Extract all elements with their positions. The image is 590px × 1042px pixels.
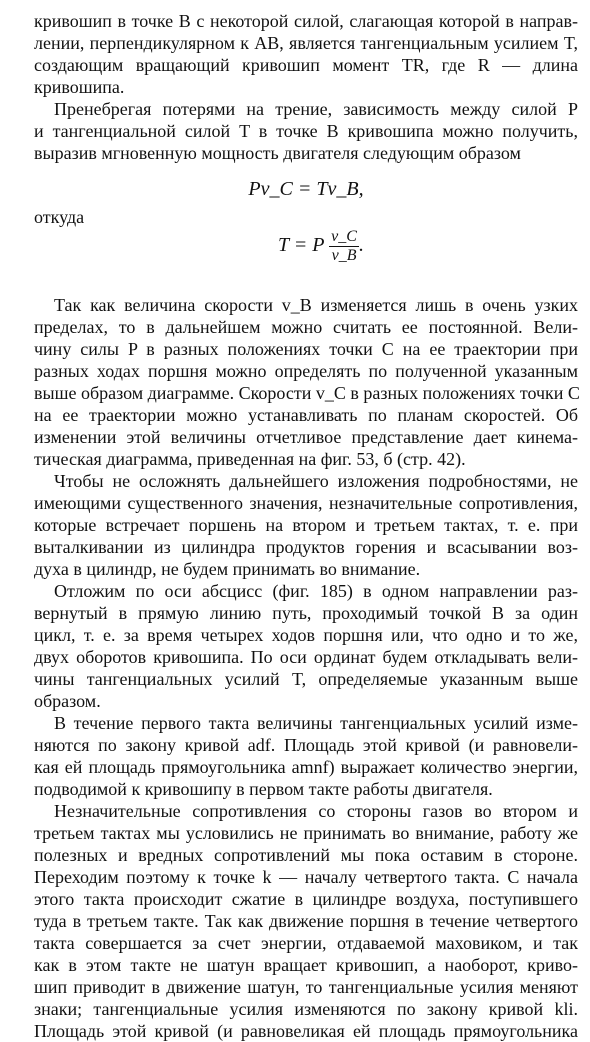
- text-line: этого такта происходит сжатие в цилиндре воздуха, поступившего: [34, 889, 578, 909]
- formula-fraction: [329, 228, 359, 265]
- formula-lhs: T = P: [278, 234, 325, 257]
- formula-tangential: [34, 228, 578, 284]
- text-line: подводимой к кривошипу в первом такте работы двигателя.: [34, 779, 493, 799]
- text-line: полезных и вредных сопротивлений мы пока оставим в стороне.: [34, 845, 578, 865]
- book-page: [34, 10, 578, 1042]
- text-line: В течение первого такта величины тангенциальных усилий изме-: [54, 713, 578, 733]
- paragraph-first-stroke: [34, 712, 578, 800]
- text-line: тическая диаграмма, приведенная на фиг. 53, б (стр. 42).: [34, 449, 466, 469]
- paragraph-friction: [34, 98, 578, 164]
- text-line: туда в третьем такте. Так как движение поршня в течение четвертого: [34, 911, 578, 931]
- text-line: третьем тактах мы условились не принимать во внимание, работу же: [34, 823, 578, 843]
- text-line: кая ей площадь прямоугольника amnf) выражает количество энергии,: [34, 757, 578, 777]
- text-line: которые встречает поршень на втором и третьем тактах, т. е. при: [34, 515, 578, 535]
- text-line: духа в цилиндр, не будем принимать во внимание.: [34, 559, 421, 579]
- text-line: кривошипа.: [34, 77, 125, 97]
- paragraph-speed: [34, 294, 578, 470]
- fraction-numerator: v_C: [331, 228, 357, 245]
- text-line: такта совершается за счет энергии, отдаваемой маховиком, и так: [34, 933, 578, 953]
- text-line: выталкивании из цилиндра продуктов горения и всасывании воз-: [34, 537, 578, 557]
- paragraph-intro: [34, 10, 578, 98]
- text-line: шип приводит в движение шатун, то тангенциальные усилия меняют: [34, 977, 578, 997]
- formula-power: Pv_C = Tv_B,: [248, 178, 364, 200]
- text-line: Площадь этой кривой (и равновеликая ей площадь прямоугольника: [34, 1021, 578, 1041]
- text-line: изменении этой величины отчетливое представление дает кинема-: [34, 427, 578, 447]
- paragraph-abscissa: [34, 580, 578, 712]
- text-line: вернутый в прямую линию путь, проходимый точкой B за один: [34, 603, 578, 623]
- text-line: Чтобы не осложнять дальнейшего изложения подробностями, не: [54, 471, 578, 491]
- fraction-denominator: v_B: [331, 247, 357, 264]
- text-line: выразив мгновенную мощность двигателя следующим образом: [34, 143, 521, 163]
- paragraph-simplify: [34, 470, 578, 580]
- text-line: и тангенциальной силой T в точке B кривошипа можно получить,: [34, 121, 578, 141]
- formula-tail: .: [358, 234, 364, 257]
- text-line: выше образом диаграмме. Скорости v_C в разных положениях точки C: [34, 383, 580, 403]
- text-line: пределах, то в дальнейшем можно считать ее постоянной. Вели-: [34, 317, 578, 337]
- text-line: чину силы P в разных положениях точки C на ее траектории при: [34, 339, 578, 359]
- text-line: образом.: [34, 691, 101, 711]
- text-line: лении, перпендикулярном к AB, является тангенциальным усилием T,: [34, 33, 578, 53]
- text-line: двух оборотов кривошипа. По оси ординат будем откладывать вели-: [34, 647, 578, 667]
- text-line: Так как величина скорости v_B изменяется лишь в очень узких: [54, 295, 578, 315]
- text-line: Отложим по оси абсцисс (фиг. 185) в одном направлении раз-: [54, 581, 578, 601]
- text-line: кривошип в точке B с некоторой силой, слагающая которой в направ-: [34, 11, 578, 31]
- text-line: создающим вращающий кривошип момент TR, где R — длина: [34, 55, 578, 75]
- text-line: няются по закону кривой adf. Площадь этой кривой (и равновели-: [34, 735, 578, 755]
- text-line: цикл, т. е. за время четырех ходов поршня или, что одно и то же,: [34, 625, 578, 645]
- text-line: разных ходах поршня можно определять по полученной указанным: [34, 361, 578, 381]
- text-line: как в этом такте не шатун вращает кривошип, а наоборот, криво-: [34, 955, 578, 975]
- text-line: на ее траектории можно устанавливать по планам скоростей. Об: [34, 405, 578, 425]
- text-line: Переходим поэтому к точке k — началу четвертого такта. С начала: [34, 867, 578, 887]
- text-line: Пренебрегая потерями на трение, зависимость между силой P: [54, 99, 578, 119]
- text-line: имеющими существенного значения, незначительные сопротивления,: [34, 493, 578, 513]
- text-line: знаки; тангенциальные усилия изменяются по закону кривой kli.: [34, 999, 578, 1019]
- word-whence: откуда: [34, 207, 85, 227]
- text-line: чины тангенциальных усилий T, определяемые указанным выше: [34, 669, 578, 689]
- paragraph-resistance: [34, 800, 578, 1042]
- text-line: Незначительные сопротивления со стороны газов во втором и: [54, 801, 578, 821]
